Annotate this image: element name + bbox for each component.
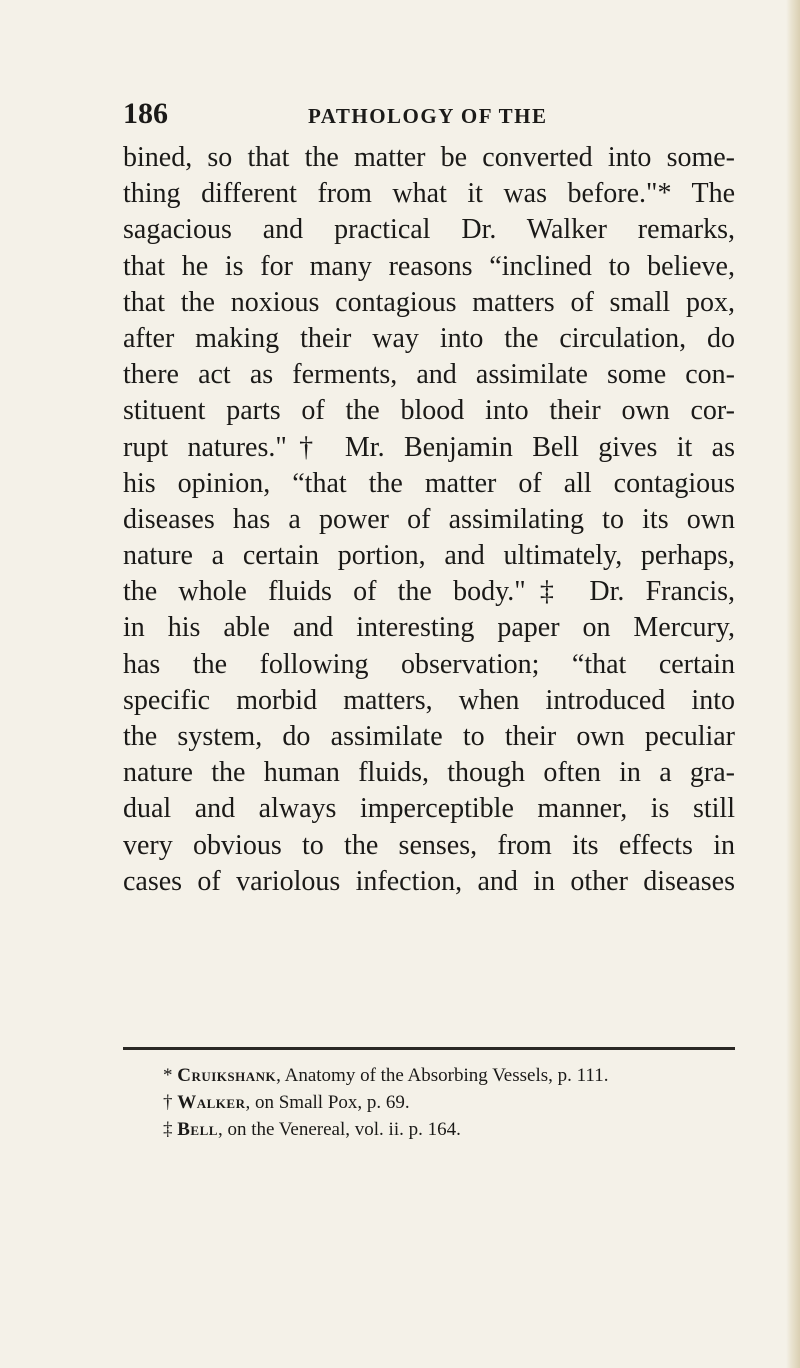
running-head: PATHOLOGY OF THE (308, 104, 548, 128)
text-line: dual and always imperceptible manner, is still (123, 793, 735, 825)
text-line: after making their way into the circulation, do (123, 322, 735, 354)
text-line: nature a certain portion, and ultimately, perhaps, (123, 540, 735, 572)
text-line: diseases has a power of assimilating to its own (123, 503, 735, 535)
text-line: his opinion, “that the matter of all contagious (123, 467, 735, 499)
text-line: nature the human fluids, though often in a gra- (123, 757, 735, 789)
text-line: there act as ferments, and assimilate some con- (123, 359, 735, 391)
text-line: in his able and interesting paper on Mercury, (123, 612, 735, 644)
footnote-mark: † (163, 1092, 173, 1113)
text-line: has the following observation; “that certain (123, 648, 735, 680)
text-line: that he is for many reasons “inclined to believe, (123, 250, 735, 282)
text-line: very obvious to the senses, from its effects in (123, 829, 735, 861)
footnote (163, 1062, 743, 1089)
page-number: 186 (123, 97, 168, 130)
text-line: the whole fluids of the body."‡ Dr. Francis, (123, 576, 735, 608)
footnotes (163, 1062, 743, 1143)
text-line: stituent parts of the blood into their own cor- (123, 395, 735, 427)
text-line: sagacious and practical Dr. Walker remarks, (123, 214, 735, 246)
footnote-text: , on Small Pox, p. 69. (245, 1092, 410, 1113)
footnote (163, 1116, 743, 1143)
footnote-divider (123, 1047, 735, 1050)
footnote (163, 1089, 743, 1116)
text-line: rupt natures."† Mr. Benjamin Bell gives it as (123, 431, 735, 463)
footnote-author: Walker (177, 1092, 246, 1113)
text-line: that the noxious contagious matters of small pox, (123, 286, 735, 318)
footnote-text: , on the Venereal, vol. ii. p. 164. (217, 1119, 461, 1140)
footnote-mark: * (163, 1065, 173, 1086)
text-line: thing different from what it was before."* The (123, 178, 735, 210)
footnote-text: , Anatomy of the Absorbing Vessels, p. 111. (276, 1065, 609, 1086)
footnote-mark: ‡ (163, 1119, 173, 1140)
text-line: specific morbid matters, when introduced into (123, 684, 735, 716)
text-line: cases of variolous infection, and in other diseases (123, 865, 735, 897)
body-text (123, 140, 735, 900)
page-header (123, 94, 733, 134)
footnote-author: Cruikshank (177, 1065, 277, 1086)
page-edge (786, 0, 800, 1368)
text-line: the system, do assimilate to their own peculiar (123, 721, 735, 752)
text-line: bined, so that the matter be converted into some- (123, 142, 735, 173)
footnote-author: Bell (177, 1119, 218, 1140)
